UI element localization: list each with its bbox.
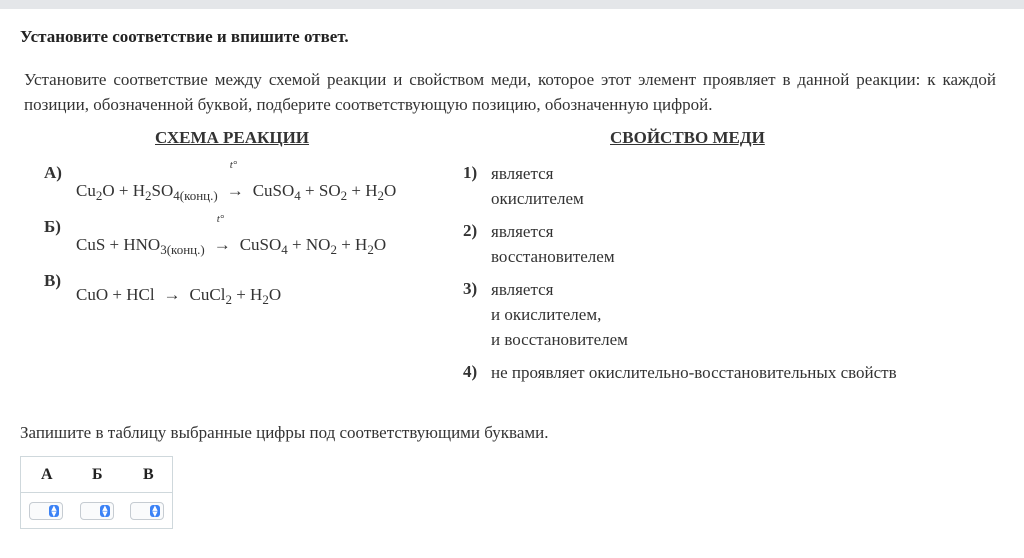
task-intro: Установите соответствие между схемой реакции и свойством меди, которое этот элемент проявляет в данной реакции: к каждой позиции, обозначенной буквой, подберите соответствующую позицию, обозначенную цифрой. bbox=[24, 70, 996, 114]
chevron-updown-icon: ▲ ▼ bbox=[150, 505, 160, 517]
answer-select-b[interactable] bbox=[80, 502, 114, 520]
reaction-equation-v: CuO + HCl → CuCl$_2$ + $H_2O$ bbox=[76, 285, 282, 307]
reaction-scheme-heading: СХЕМА РЕАКЦИИ bbox=[155, 128, 310, 147]
property-text-3: является и окислителем, и восстановителем bbox=[491, 280, 628, 349]
top-bar bbox=[0, 0, 1024, 9]
heat-condition: t° bbox=[216, 213, 225, 225]
reaction-equation-b: CuS + $HNO_{3(конц.)}$ t° → CuSO$_4$ + $NO_2 + H_2O$ bbox=[76, 213, 387, 257]
reaction-letter-v: В) bbox=[44, 271, 61, 290]
property-number-2: 2) bbox=[463, 221, 478, 240]
answer-table bbox=[20, 456, 173, 529]
answer-header-b: Б bbox=[92, 466, 103, 483]
chevron-updown-icon: ▲ ▼ bbox=[49, 505, 59, 517]
copper-property-heading: СВОЙСТВО МЕДИ bbox=[610, 128, 765, 147]
answer-select-a[interactable] bbox=[29, 502, 63, 520]
reaction-letter-b: Б) bbox=[44, 217, 61, 236]
property-number-3: 3) bbox=[463, 279, 478, 298]
answer-select-v[interactable] bbox=[130, 502, 164, 520]
chevron-updown-icon: ▲ ▼ bbox=[100, 505, 110, 517]
answer-header-a: А bbox=[41, 466, 53, 483]
heat-condition: t° bbox=[229, 159, 238, 171]
property-text-2: является восстановителем bbox=[491, 222, 615, 266]
table-divider bbox=[21, 492, 172, 493]
property-number-1: 1) bbox=[463, 163, 478, 182]
property-number-4: 4) bbox=[463, 362, 478, 381]
answer-instruction: Запишите в таблицу выбранные цифры под соответствующими буквами. bbox=[20, 423, 549, 442]
reaction-letter-a: А) bbox=[44, 163, 62, 182]
answer-header-v: В bbox=[143, 466, 154, 483]
property-text-4: не проявляет окислительно-восстановительных свойств bbox=[491, 363, 897, 382]
reaction-equation-a: $Cu_2O + H_2SO_{4(конц.)}$ t° → CuSO$_4$ + $SO_2 + H_2O$ bbox=[76, 159, 397, 203]
property-text-1: является окислителем bbox=[491, 164, 584, 208]
task-title: Установите соответствие и впишите ответ. bbox=[20, 27, 349, 46]
